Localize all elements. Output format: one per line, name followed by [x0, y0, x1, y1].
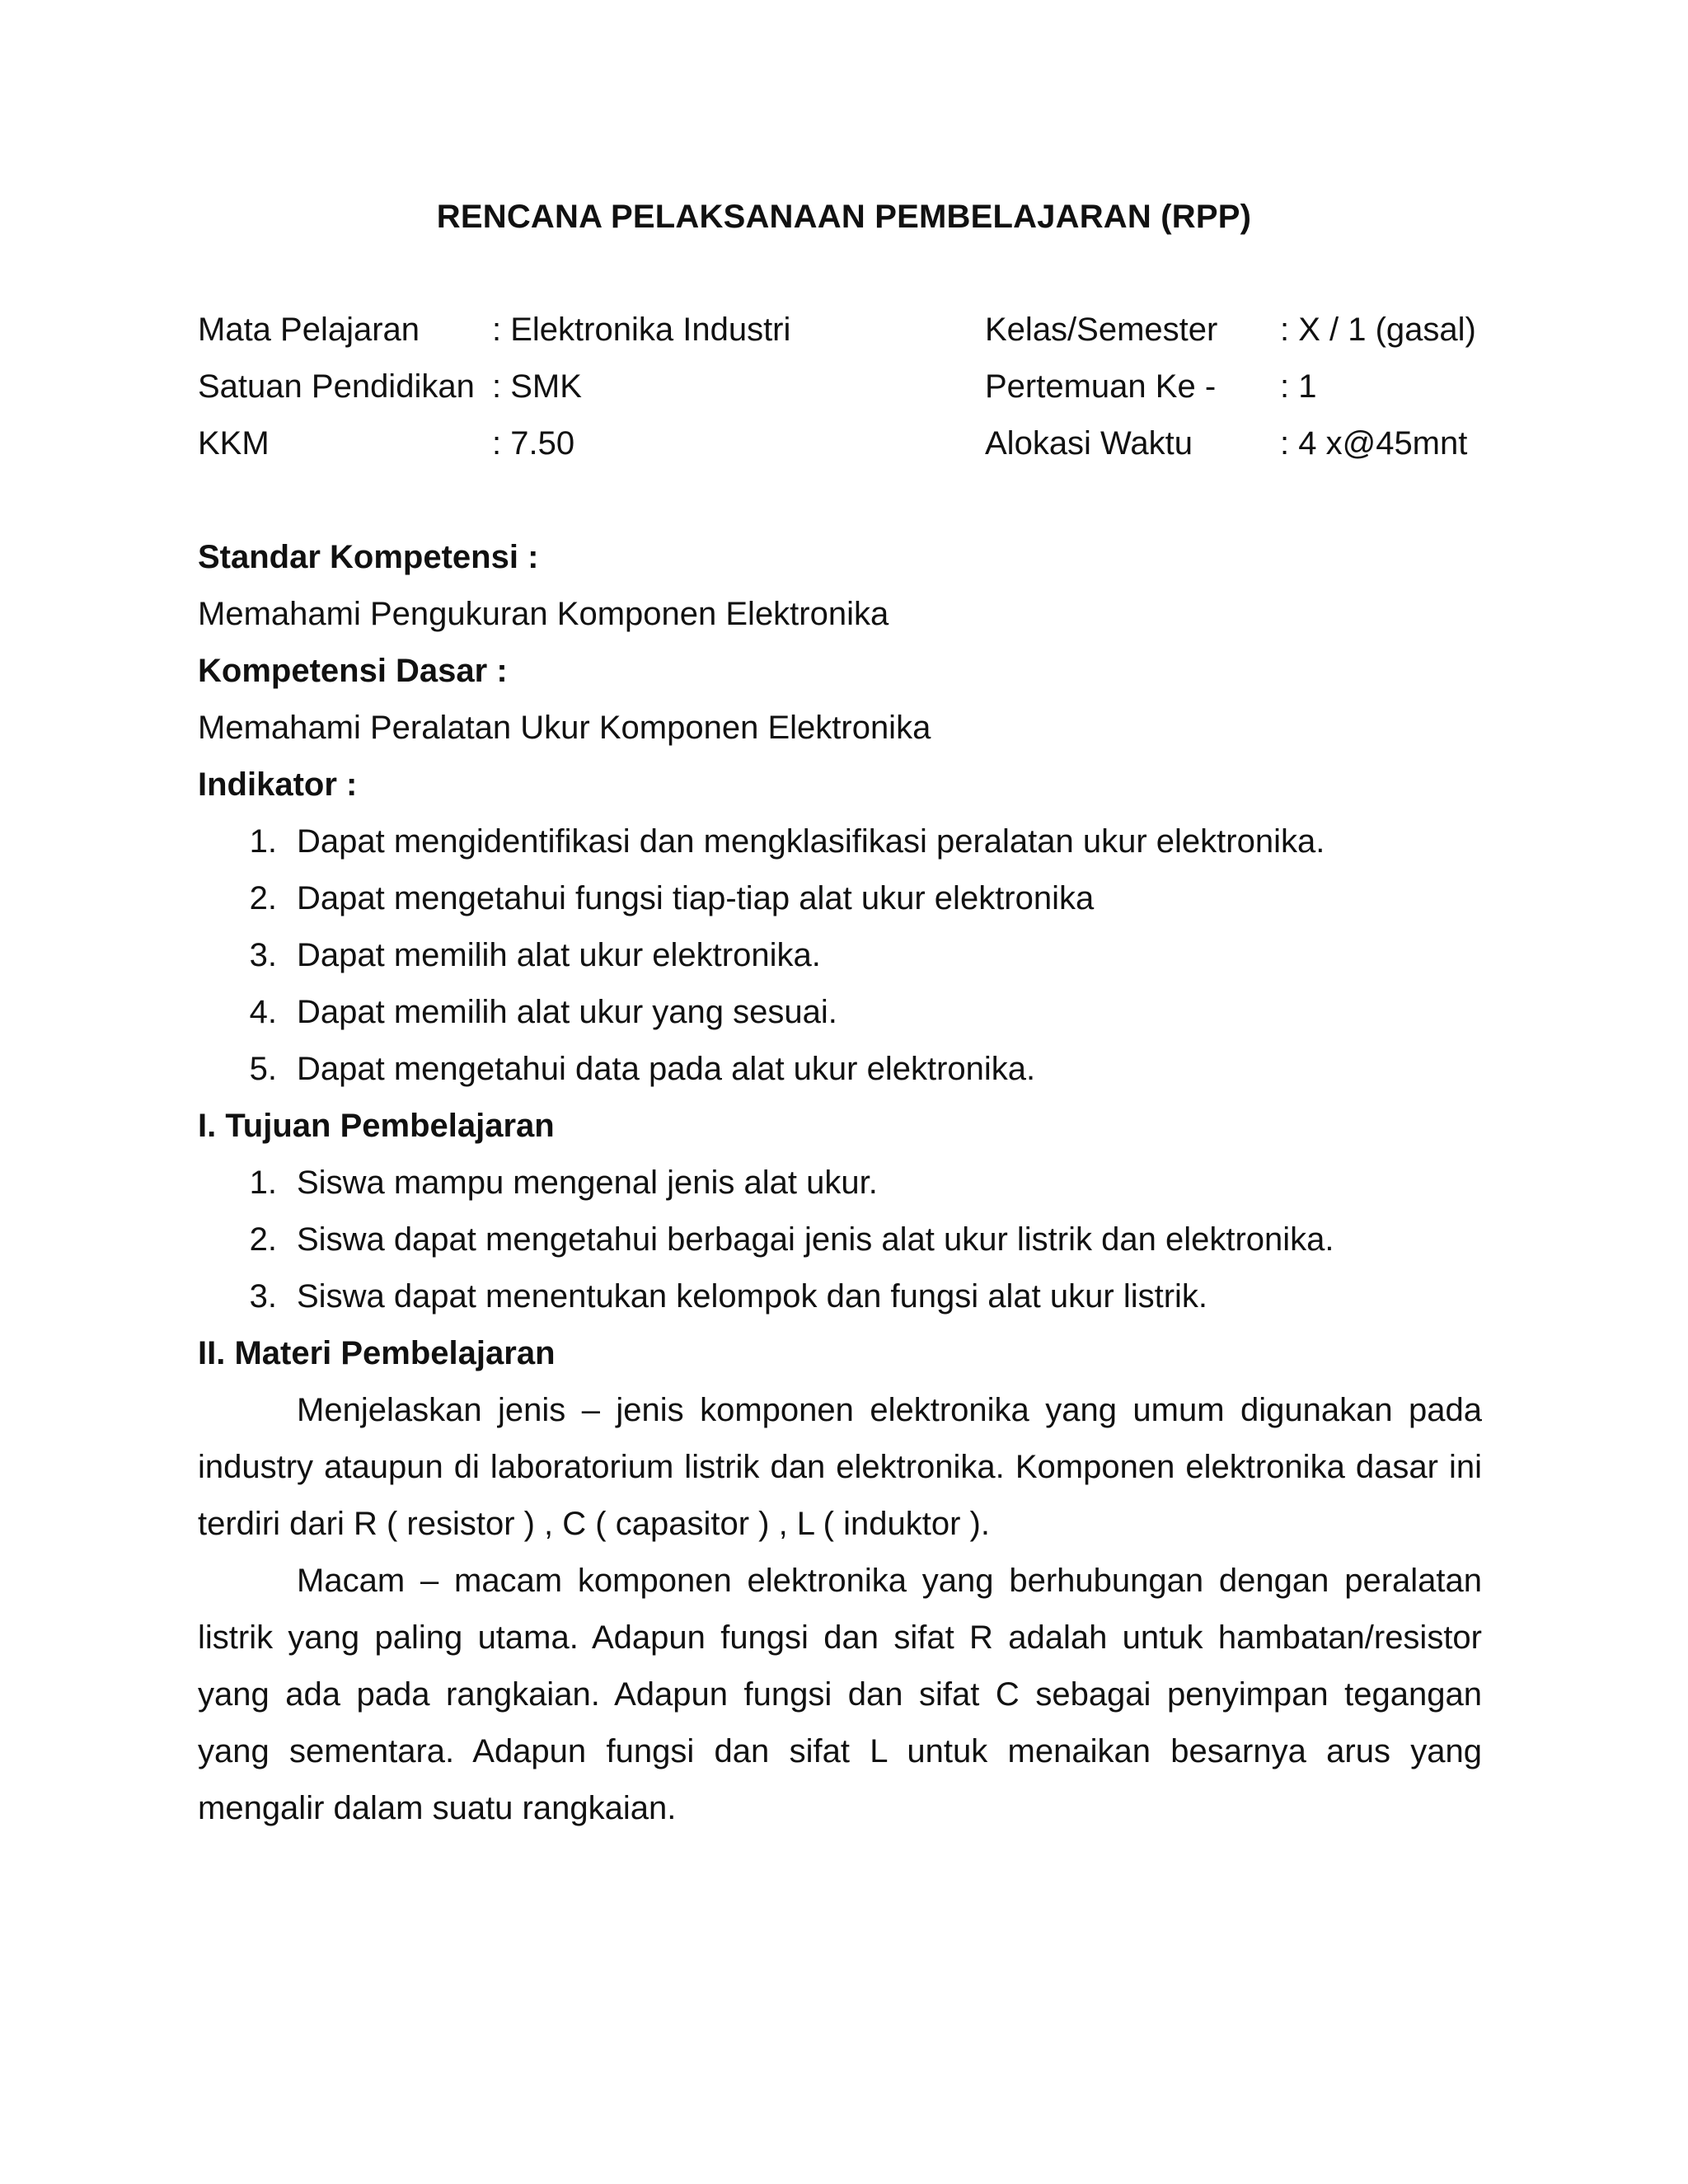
tujuan-number: 1.: [249, 1165, 277, 1201]
indikator-number: 1.: [249, 823, 277, 860]
indikator-number: 3.: [249, 937, 277, 973]
value-pertemuan: : 1: [1280, 368, 1317, 405]
heading-standar-kompetensi: Standar Kompetensi :: [198, 539, 539, 575]
materi-paragraph: Macam – macam komponen elektronika yang berhubungan dengan peralatan listrik yang paling utama. Adapun fungsi dan sifat R adalah untuk hambatan/resistor yang ada pada rangkaian. Adapun fungsi dan sifat C sebagai penyimpan tegangan yang sementara. Adapun fungsi dan sifat L untuk menaikan besarnya arus yang mengalir dalam suatu rangkaian.: [198, 1563, 1482, 1826]
heading-materi-pembelajaran: II. Materi Pembelajaran: [198, 1335, 556, 1371]
indikator-item: Dapat mengetahui data pada alat ukur elektronika.: [297, 1051, 1036, 1087]
indikator-number: 5.: [249, 1051, 277, 1087]
tujuan-number: 2.: [249, 1221, 277, 1258]
indikator-item: Dapat memilih alat ukur elektronika.: [297, 937, 821, 973]
text-kompetensi-dasar: Memahami Peralatan Ukur Komponen Elektronika: [198, 710, 931, 746]
materi-paragraph: Menjelaskan jenis – jenis komponen elektronika yang umum digunakan pada industry ataupun di laboratorium listrik dan elektronika. Komponen elektronika dasar ini terdiri dari R ( resistor ) , C ( capasitor ) , L ( induktor ).: [198, 1392, 1482, 1542]
heading-kompetensi-dasar: Kompetensi Dasar :: [198, 653, 508, 689]
tujuan-number: 3.: [249, 1278, 277, 1315]
label-kkm: KKM: [198, 425, 270, 462]
value-kkm: : 7.50: [492, 425, 575, 462]
indikator-number: 2.: [249, 880, 277, 916]
value-alokasi-waktu: : 4 x@45mnt: [1280, 425, 1468, 462]
label-satuan-pendidikan: Satuan Pendidikan: [198, 368, 475, 405]
tujuan-item: Siswa dapat mengetahui berbagai jenis alat ukur listrik dan elektronika.: [297, 1221, 1334, 1258]
indikator-item: Dapat memilih alat ukur yang sesuai.: [297, 994, 837, 1030]
label-alokasi-waktu: Alokasi Waktu: [985, 425, 1193, 462]
heading-indikator: Indikator :: [198, 766, 358, 803]
label-pertemuan: Pertemuan Ke -: [985, 368, 1217, 405]
tujuan-item: Siswa mampu mengenal jenis alat ukur.: [297, 1165, 878, 1201]
indikator-item: Dapat mengidentifikasi dan mengklasifikasi peralatan ukur elektronika.: [297, 823, 1325, 860]
value-kelas-semester: : X / 1 (gasal): [1280, 312, 1476, 348]
label-mata-pelajaran: Mata Pelajaran: [198, 312, 420, 348]
indikator-item: Dapat mengetahui fungsi tiap-tiap alat ukur elektronika: [297, 880, 1095, 916]
label-kelas-semester: Kelas/Semester: [985, 312, 1218, 348]
heading-tujuan-pembelajaran: I. Tujuan Pembelajaran: [198, 1108, 555, 1144]
document-title: RENCANA PELAKSANAAN PEMBELAJARAN (RPP): [436, 199, 1252, 235]
text-standar-kompetensi: Memahami Pengukuran Komponen Elektronika: [198, 596, 889, 632]
indikator-number: 4.: [249, 994, 277, 1030]
tujuan-item: Siswa dapat menentukan kelompok dan fungsi alat ukur listrik.: [297, 1278, 1208, 1315]
value-mata-pelajaran: : Elektronika Industri: [492, 312, 791, 348]
value-satuan-pendidikan: : SMK: [492, 368, 582, 405]
